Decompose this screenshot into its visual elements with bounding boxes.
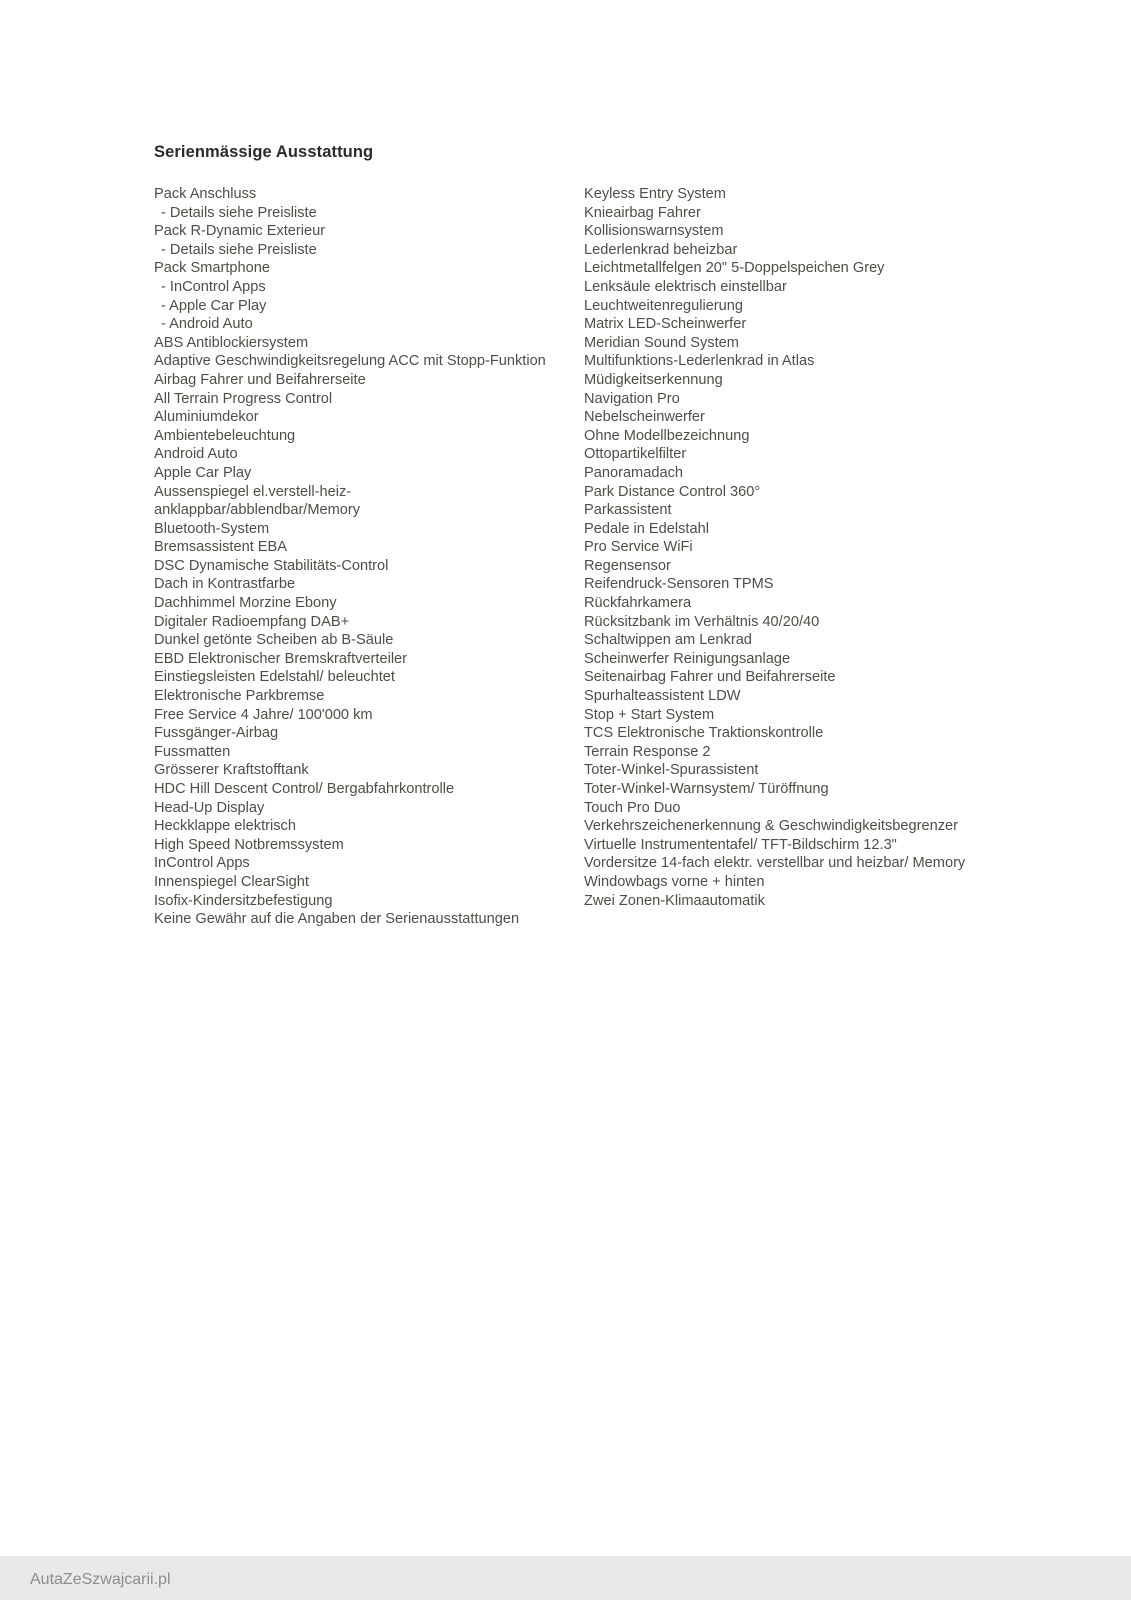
feature-item: Pack Smartphone: [154, 260, 271, 277]
feature-item: High Speed Notbremssystem: [154, 836, 344, 853]
feature-item: - Apple Car Play: [161, 297, 267, 314]
feature-item: Reifendruck-Sensoren TPMS: [584, 576, 774, 593]
feature-item: HDC Hill Descent Control/ Bergabfahrkontrolle: [154, 781, 455, 797]
feature-item: Toter-Winkel-Spurassistent: [584, 762, 759, 779]
feature-item: Apple Car Play: [154, 464, 252, 481]
feature-item: Rücksitzbank im Verhältnis 40/20/40: [584, 613, 820, 630]
feature-item: Lederlenkrad beheizbar: [584, 241, 738, 258]
feature-item: Toter-Winkel-Warnsystem/ Türöffnung: [584, 781, 829, 797]
feature-item: Ambientebeleuchtung: [154, 427, 296, 444]
feature-item: Pro Service WiFi: [584, 539, 693, 556]
feature-item: Free Service 4 Jahre/ 100'000 km: [154, 706, 373, 723]
feature-item: Terrain Response 2: [584, 743, 711, 760]
feature-item: Aussenspiegel el.verstell-heiz-: [154, 483, 352, 500]
feature-item: Parkassistent: [584, 502, 672, 519]
feature-item: Lenksäule elektrisch einstellbar: [584, 278, 787, 295]
feature-item: TCS Elektronische Traktionskontrolle: [584, 725, 824, 742]
feature-item: Scheinwerfer Reinigungsanlage: [584, 650, 791, 667]
feature-item: ABS Antiblockiersystem: [154, 334, 309, 351]
feature-item: Pack R-Dynamic Exterieur: [154, 223, 326, 240]
feature-item: Verkehrszeichenerkennung & Geschwindigkeitsbegrenzer: [584, 818, 958, 835]
features-column-left: [154, 185, 584, 929]
feature-item: Kollisionswarnsystem: [584, 223, 724, 240]
feature-item: Stop + Start System: [584, 706, 715, 723]
feature-item: Seitenairbag Fahrer und Beifahrerseite: [584, 669, 836, 686]
feature-item: Digitaler Radioempfang DAB+: [154, 613, 350, 630]
feature-item: Einstiegsleisten Edelstahl/ beleuchtet: [154, 669, 395, 686]
feature-item: Dunkel getönte Scheiben ab B-Säule: [154, 632, 394, 649]
feature-item: - Details siehe Preisliste: [161, 241, 317, 258]
feature-item: All Terrain Progress Control: [154, 390, 333, 407]
feature-item: - InControl Apps: [161, 278, 266, 295]
feature-item: Fussmatten: [154, 743, 231, 760]
feature-item: DSC Dynamische Stabilitäts-Control: [154, 557, 389, 574]
feature-item: Grösserer Kraftstofftank: [154, 762, 309, 779]
feature-item: Virtuelle Instrumententafel/ TFT-Bildschirm 12.3": [584, 836, 897, 853]
feature-item: Spurhalteassistent LDW: [584, 688, 741, 705]
feature-item: Touch Pro Duo: [584, 799, 681, 816]
feature-item: Dachhimmel Morzine Ebony: [154, 595, 337, 612]
feature-item: Vordersitze 14-fach elektr. verstellbar und heizbar/ Memory: [584, 855, 966, 872]
feature-item: Matrix LED-Scheinwerfer: [584, 316, 747, 333]
feature-item: - Details siehe Preisliste: [161, 204, 317, 221]
feature-item: Rückfahrkamera: [584, 595, 692, 612]
feature-item: Aluminiumdekor: [154, 409, 259, 426]
feature-item: Leuchtweitenregulierung: [584, 297, 744, 314]
feature-item: Park Distance Control 360°: [584, 483, 761, 500]
feature-item: Bluetooth-System: [154, 520, 270, 537]
feature-item: EBD Elektronischer Bremskraftverteiler: [154, 650, 408, 667]
feature-item: anklappbar/abblendbar/Memory: [154, 502, 361, 519]
feature-item: Bremsassistent EBA: [154, 539, 288, 556]
feature-item: Leichtmetallfelgen 20" 5-Doppelspeichen Grey: [584, 260, 885, 277]
feature-item: Zwei Zonen-Klimaautomatik: [584, 892, 765, 909]
feature-item: Keyless Entry System: [584, 186, 726, 202]
feature-item: Innenspiegel ClearSight: [154, 873, 309, 890]
feature-item: Head-Up Display: [154, 799, 265, 816]
feature-item: Adaptive Geschwindigkeitsregelung ACC mit Stopp-Funktion: [154, 353, 546, 370]
feature-item: Airbag Fahrer und Beifahrerseite: [154, 371, 366, 388]
feature-item: Nebelscheinwerfer: [584, 409, 705, 426]
feature-item: Elektronische Parkbremse: [154, 688, 325, 705]
feature-item: Pedale in Edelstahl: [584, 520, 709, 537]
feature-item: InControl Apps: [154, 855, 250, 872]
features-column-right: [584, 185, 1024, 910]
feature-item: Fussgänger-Airbag: [154, 725, 279, 742]
feature-item: Meridian Sound System: [584, 334, 739, 351]
feature-item: Knieairbag Fahrer: [584, 204, 701, 221]
feature-item: Heckklappe elektrisch: [154, 818, 296, 835]
feature-item: Ohne Modellbezeichnung: [584, 427, 750, 444]
feature-item: Schaltwippen am Lenkrad: [584, 632, 752, 649]
feature-item: - Android Auto: [161, 316, 253, 333]
feature-item: Isofix-Kindersitzbefestigung: [154, 892, 333, 909]
feature-item: Dach in Kontrastfarbe: [154, 576, 296, 593]
feature-item: Pack Anschluss: [154, 186, 257, 202]
page-title: Serienmässige Ausstattung: [154, 143, 374, 161]
disclaimer-note: Keine Gewähr auf die Angaben der Serienausstattungen: [154, 911, 520, 928]
feature-item: Android Auto: [154, 446, 238, 463]
watermark-label: AutaZeSzwajcarii.pl: [30, 1571, 171, 1588]
feature-item: Panoramadach: [584, 464, 683, 481]
watermark-bar: [0, 1556, 1131, 1600]
feature-item: Multifunktions-Lederlenkrad in Atlas: [584, 353, 815, 370]
feature-item: Müdigkeitserkennung: [584, 371, 723, 388]
feature-item: Windowbags vorne + hinten: [584, 873, 765, 890]
feature-item: Navigation Pro: [584, 390, 680, 407]
feature-item: Ottopartikelfilter: [584, 446, 687, 463]
feature-item: Regensensor: [584, 557, 671, 574]
